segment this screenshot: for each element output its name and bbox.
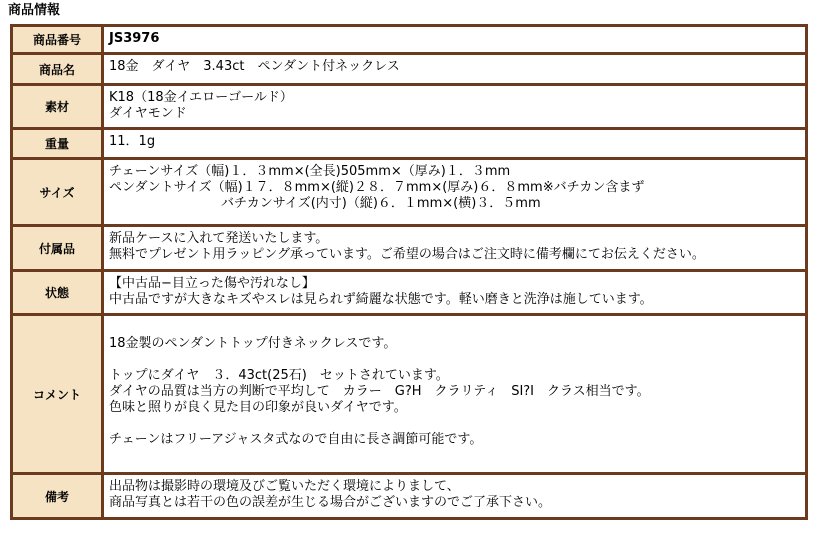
comment-line [109, 320, 801, 336]
row-label-accessories: 付属品 [13, 227, 101, 269]
row-value-size [104, 160, 805, 224]
table-row [13, 316, 805, 472]
comment-line [109, 352, 801, 368]
table-row [13, 160, 805, 224]
row-label-notes: 備考 [13, 475, 101, 517]
comment-line: ダイヤの品質は当方の判断で平均して カラー G?H クラリティ SI?I クラス相当です。 [109, 384, 650, 399]
row-value-condition [104, 272, 805, 313]
row-label-material: 素材 [13, 86, 101, 127]
table-row [13, 55, 805, 83]
size-line: バチカンサイズ(内寸)（縦)６．１mm×(横)３．５mm [221, 196, 541, 211]
row-value-product-number [104, 27, 805, 52]
table-row [13, 86, 805, 127]
row-label-weight: 重量 [13, 130, 101, 157]
condition-line: 【中古品−目立った傷や汚れなし】 [109, 276, 315, 291]
table-row [13, 272, 805, 313]
row-value-product-name [104, 55, 805, 83]
accessories-line: 無料でプレゼント用ラッピング承っています。ご希望の場合はご注文時に備考欄にてお伝えください。 [109, 247, 705, 262]
comment-line: 18金製のペンダントトップ付きネックレスです。 [109, 336, 397, 351]
size-line: チェーンサイズ（幅)１．３mm×(全長)505mm×（厚み)１．３mm [109, 164, 511, 179]
comment-line: トップにダイヤ ３．43ct(25石) セットされています。 [109, 368, 449, 383]
page-title: 商品情報 [8, 3, 61, 18]
row-label-product-name: 商品名 [13, 55, 101, 83]
material-line: K18（18金イエローゴールド） [109, 90, 293, 105]
table-row [13, 27, 805, 52]
accessories-line: 新品ケースに入れて発送いたします。 [109, 231, 329, 246]
product-number: JS3976 [109, 31, 160, 46]
row-label-size: サイズ [13, 160, 101, 224]
product-name: 18金 ダイヤ 3.43ct ペンダント付ネックレス [109, 59, 400, 74]
row-label-product-number: 商品番号 [13, 27, 101, 52]
notes-line: 出品物は撮影時の環境及びご覧いただく環境によりまして、 [109, 479, 460, 494]
row-value-notes [104, 475, 805, 517]
size-line: ペンダントサイズ（幅)１７．８mm×(縦)２８．７mm×(厚み)６．８mm※バチカン含まず [109, 180, 645, 195]
row-value-weight [104, 130, 805, 157]
table-row [13, 227, 805, 269]
condition-line: 中古品ですが大きなキズやスレは見られず綺麗な状態です。軽い磨きと洗浄は施しています。 [109, 292, 653, 307]
row-value-accessories [104, 227, 805, 269]
row-label-comment: コメント [13, 316, 101, 472]
comment-line [109, 416, 801, 432]
comment-line: チェーンはフリーアジャスタ式なので自由に長さ調節可能です。 [109, 432, 483, 447]
weight-value: 11．1g [109, 134, 156, 149]
material-line: ダイヤモンド [109, 106, 187, 121]
notes-line: 商品写真とは若干の色の誤差が生じる場合がございますのでご了承下さい。 [109, 495, 552, 510]
comment-line: 色味と照りが良く見た目の印象が良いダイヤです。 [109, 400, 407, 415]
table-row [13, 130, 805, 157]
table-row [13, 475, 805, 517]
row-label-condition: 状態 [13, 272, 101, 313]
product-info-table [10, 24, 808, 520]
row-value-comment [104, 316, 805, 472]
row-value-material [104, 86, 805, 127]
